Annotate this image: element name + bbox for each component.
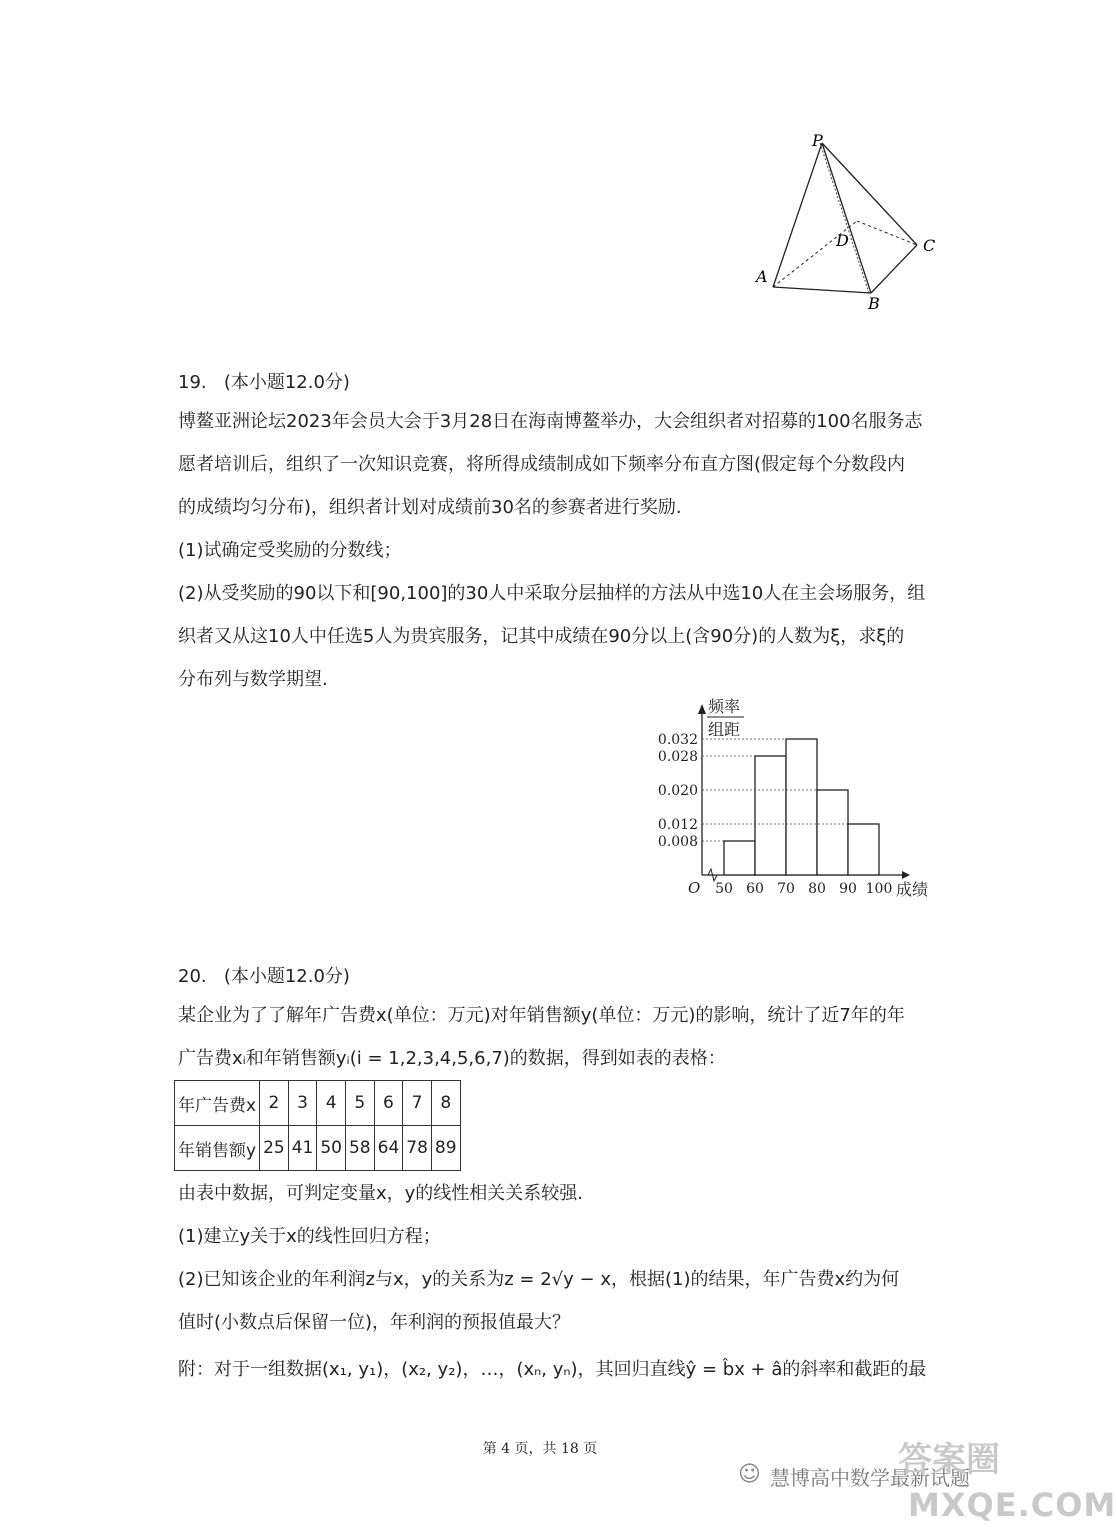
label-c: C [923, 236, 936, 255]
histogram-bar [755, 756, 786, 875]
origin-label: O [688, 879, 701, 897]
x-tick-label: 70 [777, 881, 795, 897]
q19-line-2: 愿者培训后，组织了一次知识竞赛，将所得成绩制成如下频率分布直方图(假定每个分数段内 [178, 454, 906, 475]
y-tick-label: 0.020 [657, 783, 698, 799]
x-tick-label: 80 [808, 881, 826, 897]
table-row [175, 1126, 461, 1171]
q20-line-2: 广告费xᵢ和年销售额yᵢ(i = 1,2,3,4,5,6,7)的数据，得到如表的表格： [178, 1048, 726, 1069]
q20-part2-line-1: (2)已知该企业的年利润z与x，y的关系为z = 2√y − x，根据(1)的结果，年广告费x约为何 [178, 1269, 900, 1290]
watermark [738, 1440, 1116, 1524]
watermark-badge: 答案圈 [898, 1440, 1000, 1480]
label-d: D [836, 231, 849, 250]
table-cell: 64 [374, 1126, 403, 1171]
pyramid-figure [740, 125, 960, 315]
q20-appendix: 附：对于一组数据(x₁, y₁)，(x₂, y₂)，…，(xₙ, yₙ)，其回归直线ŷ = b̂x + â的斜率和截距的最 [178, 1359, 927, 1380]
q20-line-1: 某企业为了了解年广告费x(单位：万元)对年销售额y(单位：万元)的影响，统计了近7年的年 [178, 1005, 905, 1026]
q20-part2-line-2: 值时(小数点后保留一位)，年利润的预报值最大？ [178, 1312, 571, 1333]
table-cell: 2 [260, 1081, 289, 1126]
q19-part2-line-3: 分布列与数学期望. [178, 669, 328, 690]
table-row-label: 年销售额y [175, 1126, 260, 1171]
table-cell: 5 [345, 1081, 374, 1126]
q20-number: 20. [178, 966, 207, 987]
table-cell: 4 [317, 1081, 346, 1126]
page-footer: 第 4 页，共 18 页 [482, 1441, 598, 1457]
x-tick-label: 60 [746, 881, 764, 897]
histogram-bar [786, 739, 817, 875]
q20-part1: (1)建立y关于x的线性回归方程； [178, 1226, 441, 1247]
q19-header [178, 368, 350, 394]
q19-line-1: 博鳌亚洲论坛2023年会员大会于3月28日在海南博鳌举办，大会组织者对招募的100名服务志 [178, 411, 923, 432]
table-cell: 7 [403, 1081, 432, 1126]
frequency-histogram [640, 690, 950, 910]
table-cell: 41 [288, 1126, 317, 1171]
histogram-bar [817, 790, 848, 875]
x-tick-label: 90 [839, 881, 857, 897]
table-cell: 25 [260, 1126, 289, 1171]
q19-part2-line-2: 织者又从这10人中任选5人为贵宾服务，记其中成绩在90分以上(含90分)的人数为ξ，求ξ的 [178, 626, 905, 647]
x-axis-arrow [902, 871, 910, 879]
wechat-icon: ☺ [738, 1462, 761, 1487]
q20-after-table: 由表中数据，可判定变量x，y的线性相关关系较强. [178, 1183, 584, 1204]
y-axis-arrow [698, 704, 706, 714]
table-cell: 3 [288, 1081, 317, 1126]
q19-part2-line-1: (2)从受奖励的90以下和[90,100]的30人中采取分层抽样的方法从中选10人在主会场服务，组 [178, 583, 926, 604]
table-cell: 89 [431, 1126, 460, 1171]
q19-points: (本小题12.0分) [223, 372, 350, 393]
y-tick-label: 0.012 [657, 817, 698, 833]
q20-header [178, 962, 350, 988]
histogram-bar [848, 824, 879, 875]
data-table [174, 1080, 461, 1171]
x-tick-label: 50 [715, 881, 733, 897]
table-row [175, 1081, 461, 1126]
watermark-site: MXQE.COM [908, 1486, 1116, 1524]
q20-points: (本小题12.0分) [223, 966, 350, 987]
table-cell: 58 [345, 1126, 374, 1171]
y-tick-label: 0.032 [657, 732, 698, 748]
label-b: B [868, 294, 880, 313]
y-label-top: 频率 [708, 697, 741, 716]
label-p: P [812, 131, 823, 150]
q19-part1: (1)试确定受奖励的分数线； [178, 540, 402, 561]
x-tick-label: 100 [865, 881, 893, 897]
y-tick-label: 0.008 [657, 834, 698, 850]
histogram-bar [724, 841, 755, 875]
x-axis-label: 成绩 [896, 880, 929, 899]
y-tick-label: 0.028 [657, 749, 698, 765]
watermark-account: 慧博高中数学最新试题 [770, 1466, 970, 1490]
table-cell: 50 [317, 1126, 346, 1171]
table-cell: 78 [403, 1126, 432, 1171]
label-a: A [756, 267, 768, 286]
q19-number: 19. [178, 372, 207, 393]
table-cell: 8 [431, 1081, 460, 1126]
table-row-label: 年广告费x [175, 1081, 260, 1126]
y-label-bottom: 组距 [708, 720, 741, 739]
q19-line-3: 的成绩均匀分布)，组织者计划对成绩前30名的参赛者进行奖励. [178, 497, 682, 518]
table-cell: 6 [374, 1081, 403, 1126]
